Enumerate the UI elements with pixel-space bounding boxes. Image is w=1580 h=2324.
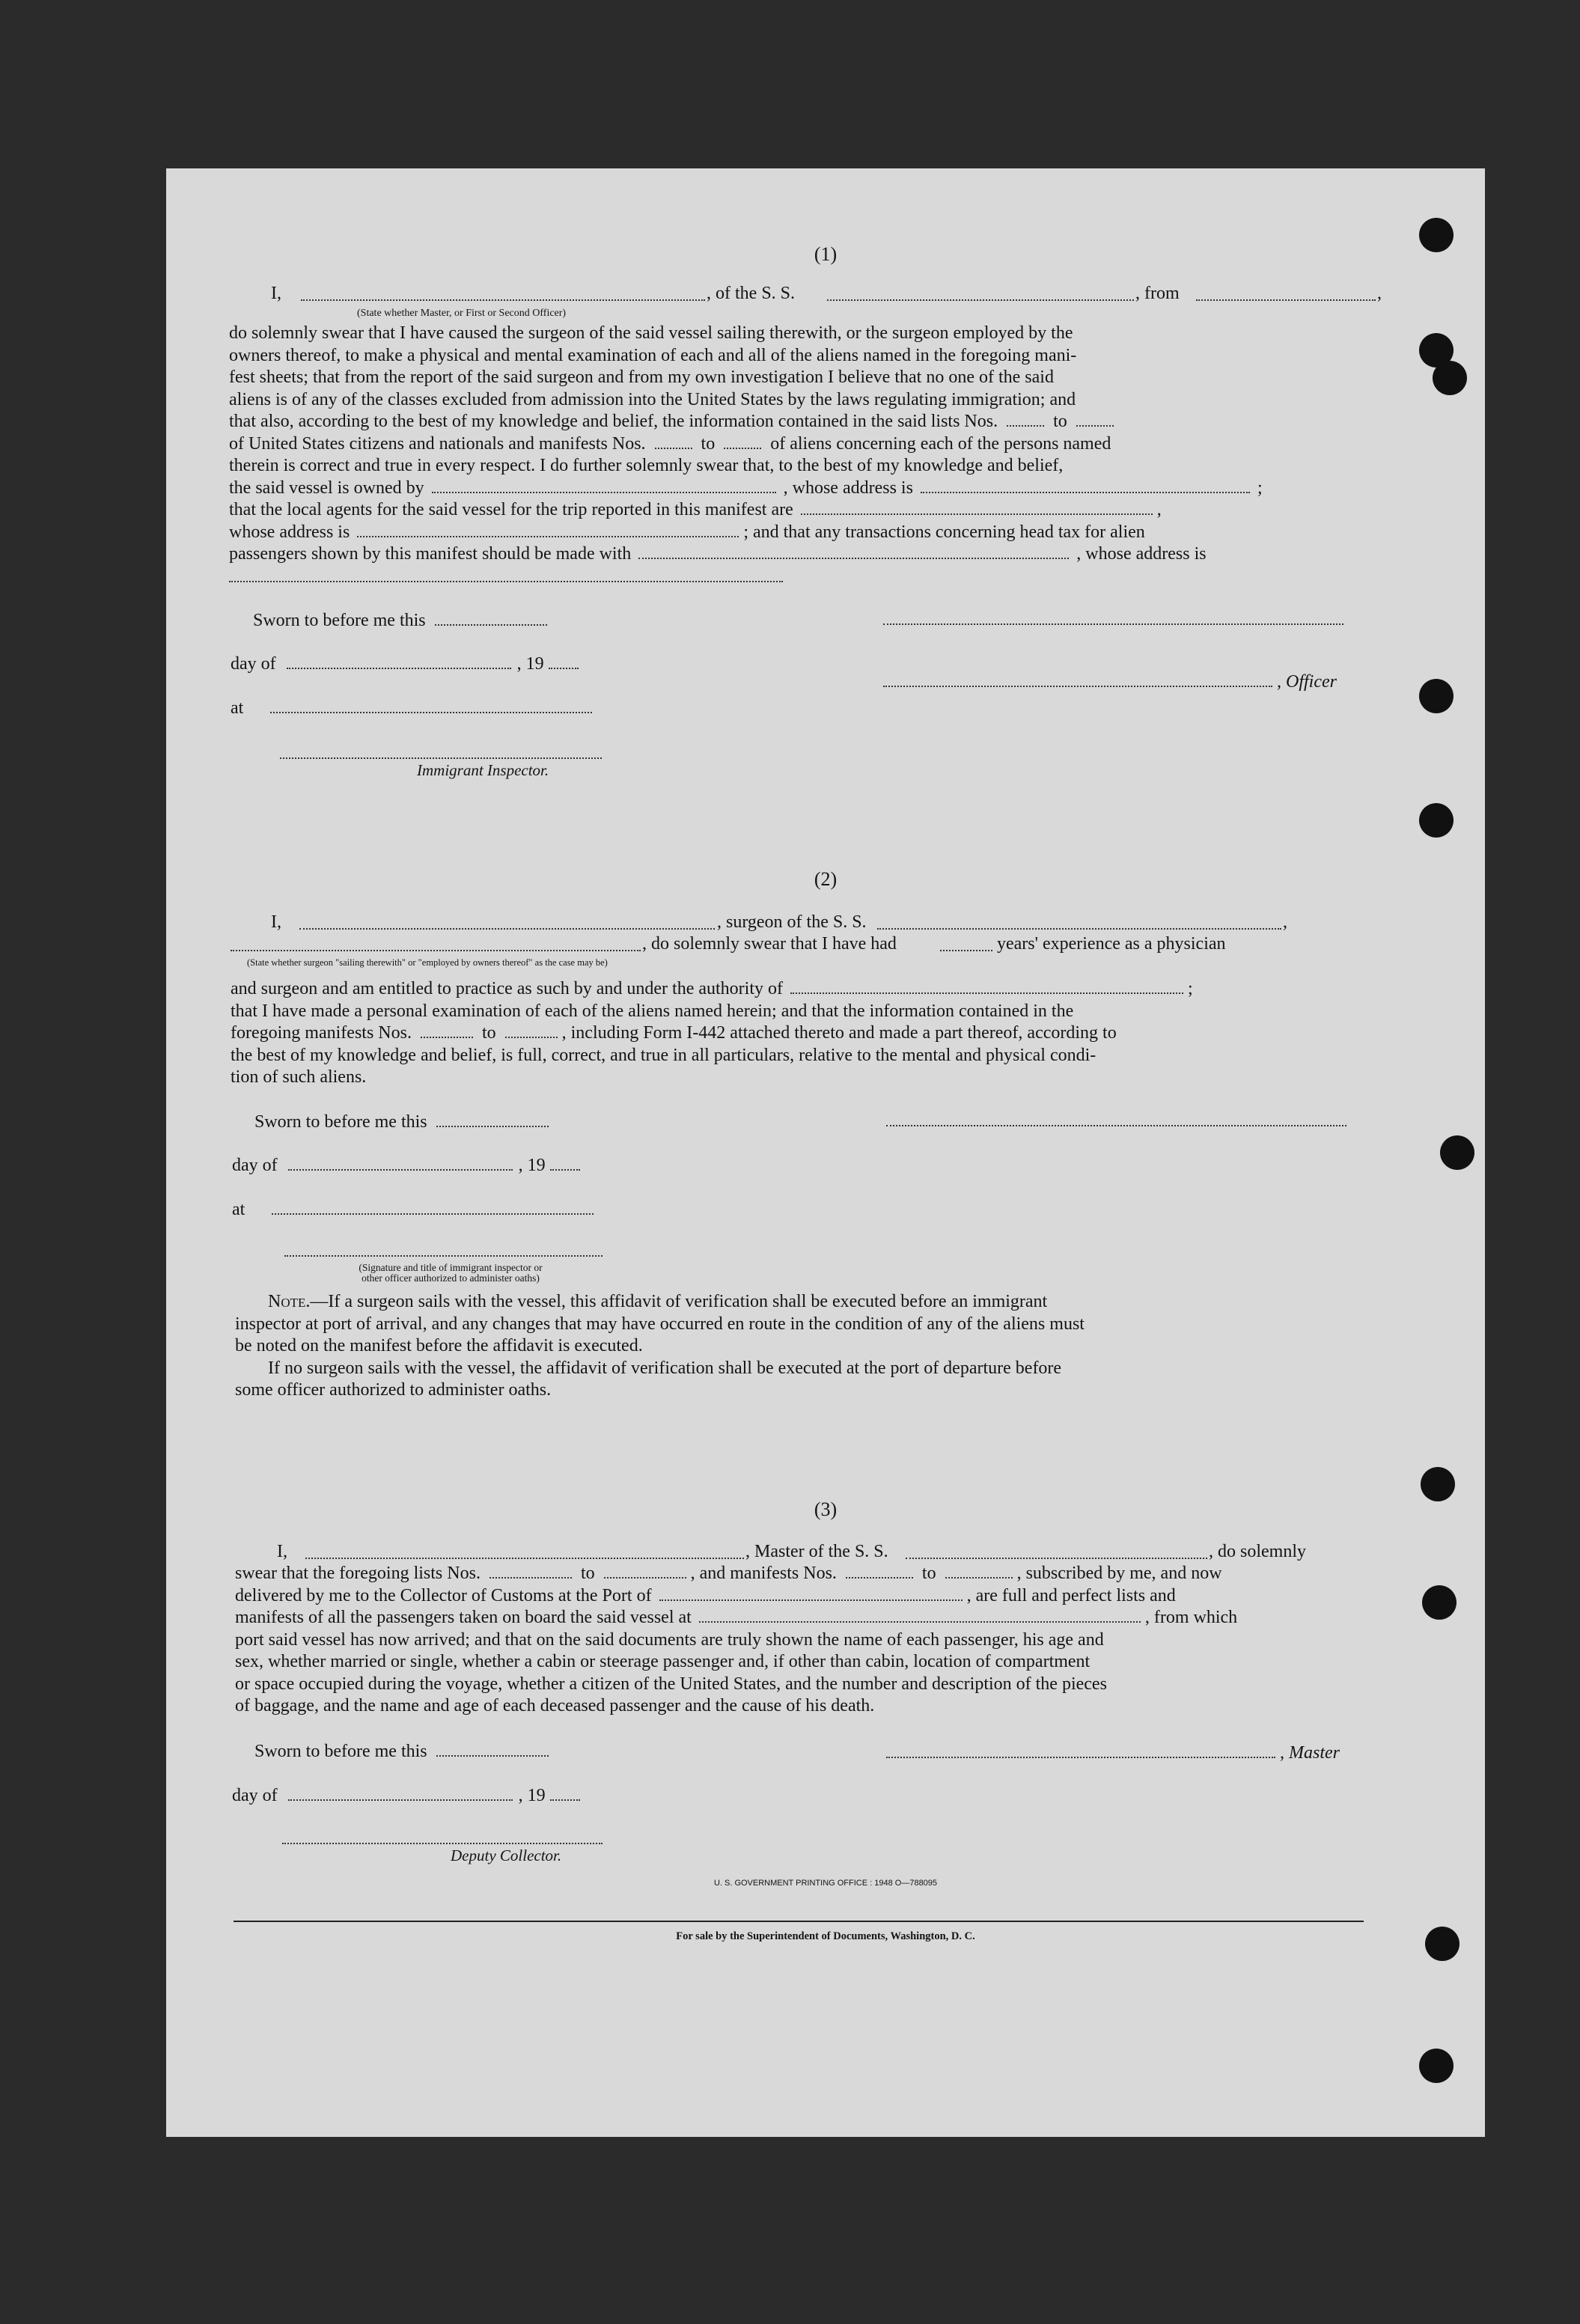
day-of-3: day of , 19 — [232, 1785, 580, 1808]
section-3-number: (3) — [814, 1498, 838, 1520]
inspector-caption: Immigrant Inspector. — [417, 761, 549, 779]
section-1-number: (1) — [814, 243, 838, 265]
binder-hole — [1433, 361, 1467, 395]
officer-signature: , Officer — [883, 671, 1347, 694]
sworn-before-2: Sworn to before me this — [254, 1111, 549, 1134]
binder-hole — [1440, 1135, 1474, 1170]
footer-rule — [234, 1921, 1364, 1922]
at-1: at — [231, 698, 592, 720]
section-2-number: (2) — [814, 868, 838, 890]
at-2: at — [232, 1199, 594, 1222]
section-3-paragraph: swear that the foregoing lists Nos. to , and manifests Nos. to , subscribed by me, and now delivered by me to the Collector of Customs at the Port of , are full and perfect lists and manifests of all the passengers taken on board the said vessel at , from which port said vessel has now arrived; and that on the said documents are truly shown the name of each passenger, his age and sex, whether married or single, whether a cabin or steerage passenger and, if other than cabin, location of compartment or space occupied during the voyage, whether a citizen of the United States, and the number and description of the pieces of baggage, and the name and age of each deceased passenger and the cause of his death. — [235, 1564, 1238, 1715]
note-paragraph: Note.—If a surgeon sails with the vessel, this affidavit of verification shall be executed before an immigrant inspector at port of arrival, and any changes that may have occurred en route in the condition of any of the aliens must be noted on the manifest before the affidavit is executed. If no surgeon sails with the vessel, the affidavit of verification shall be executed at the port of departure before some officer authorized to administer oaths. — [235, 1292, 1085, 1400]
deputy-line — [282, 1843, 603, 1844]
signature-line-2 — [886, 1125, 1346, 1126]
inspector-line — [280, 757, 602, 759]
continuation-line — [229, 581, 783, 582]
binder-hole — [1419, 679, 1454, 713]
signature-line-1 — [883, 623, 1343, 625]
binder-hole — [1425, 1927, 1459, 1961]
binder-hole — [1421, 1467, 1455, 1501]
section-1-paragraph: do solemnly swear that I have caused the surgeon of the said vessel sailing therewith, or the surgeon employed by the owners thereof, to make a physical and mental examination of each and all of the aliens named in the foregoing mani- fest sheets; that from the report of the said surgeon and from my own investigation I believe that no one of the said aliens is of any of the classes excluded from admission into the United States by the laws regulating immigration; and that also, according to the best of my knowledge and belief, the information contained in the said lists Nos. to of United States citizens and nationals and manifests Nos. to of aliens concerning each of the persons named therein is correct and true in every respect. I do further solemnly swear that, to the best of my knowledge and belief, the said vessel is owned by , whose address is ; that the local agents for the said vessel for the trip reported in this manifest are , whose address is ; and that any transactions concerning head tax for alien passengers shown by this manifest should be made with , whose address is — [229, 323, 1263, 564]
sworn-before-3: Sworn to before me this — [254, 1741, 549, 1763]
binder-hole — [1419, 218, 1454, 252]
deputy-caption: Deputy Collector. — [451, 1846, 562, 1864]
note-label: Note. — [268, 1292, 311, 1311]
day-of-2: day of , 19 — [232, 1155, 580, 1177]
day-of-1: day of , 19 — [231, 653, 579, 676]
gpo-imprint: U. S. GOVERNMENT PRINTING OFFICE : 1948 O—788095 — [713, 1879, 938, 1888]
binder-hole — [1419, 803, 1454, 838]
inspector-signature-line-2 — [284, 1255, 603, 1257]
sale-notice: For sale by the Superintendent of Documents, Washington, D. C. — [676, 1930, 975, 1942]
binder-hole — [1419, 2049, 1454, 2083]
binder-hole — [1422, 1585, 1457, 1620]
section-2-paragraph: and surgeon and am entitled to practice as such by and under the authority of ; that I have made a personal examination of each of the aliens named herein; and that the information contained in the foregoing manifests Nos. to , including Form I-442 attached thereto and made a part thereof, according to the best of my knowledge and belief, is full, correct, and true in all particulars, relative to the mental and physical condi- tion of such aliens. — [231, 979, 1193, 1087]
master-signature: , Master — [886, 1742, 1365, 1765]
form-page: (1) I, , of the S. S. , from , (State whether Master, or First or Second Officer) do solemnly swear that I have caused the surgeon of the said vessel sailing therewith, or the surgeon employed by the owners thereof, to make a physical and mental examination of each and all of the aliens named in the foregoing mani- fest sheets; that from the report of the said surgeon and from my own investigation I believe that no one of the said aliens is of any of the classes excluded from admission into the United States by the laws regulating immigration; and that also, according to the best of my knowledge and belief, the information contained in the said lists Nos. to of United States citizens and nationals and manifests Nos. to of aliens concerning each of the persons named therein is correct and true in every respect. I do further solemnly swear that, to the best of my knowledge and belief, the said vessel is owned by , whose address is ; that the local agents for the said vessel for the trip reported in this manifest are , whose address is ; and that any transactions concerning head tax for alien passengers shown by this manifest should be made with , whose address is Sworn to before me this day of , 19 , Officer at Immigrant Inspector. (2) I, , surgeon of the S. S. , , do solemnly swear that I have had years' experience as a physician (State whether surgeon "sailing therewith" or "employed by owners thereof" as the case may be) and surgeon and am entitled to practice as such by and under the authority of ; that I have made a personal examination of each of the aliens named herein; and that the information contained in the foregoing manifests Nos. to , including Form I-442 attached thereto and made a part thereof, according to the best of my knowledge and belief, is full, correct, and true in all particulars, relative to the mental and physical condi- tion of such aliens. Sworn to before me this day of , 19 at (Signature and title of immigrant inspector or other officer authorized to administer oaths) Note.—If a surgeon sails with the vessel, this affidavit of verification shall be executed before an immigrant inspector at port of arrival, and any changes that may have occurred en route in the condition of any of the aliens must be noted on the manifest before the affidavit is executed. If no surgeon sails with the vessel, the affidavit of verification shall be executed at the port of departure before some officer authorized to administer oaths. (3) I, , Master of the S. S. , do solemnly swear that the foregoing lists Nos. to , and manifests Nos. to , subscribed by me, and now delivered by me to the Collector of Customs at the Port of , are full and perfect lists and manifests of all the passengers taken on board the said vessel at , from which port said vessel has now arrived; and that on the said documents are truly shown the name of each passenger, his age and sex, whether married or single, whether a cabin or steerage passenger and, if other than cabin, location of compartment or space occupied during the voyage, whether a citizen of the United States, and the number and description of the pieces of baggage, and the name and age of each deceased passenger and the cause of his death. Sworn to before me this , Master day of , 19 Deputy Collector. U. S. GOVERNMENT PRINTING OFFICE : 1948 O—788095 For sale by the Superintendent of Documents, Washington, D. C. — [166, 168, 1485, 2137]
officer-caption: (State whether Master, or First or Second Officer) — [357, 308, 567, 319]
sworn-before-1: Sworn to before me this — [253, 610, 547, 632]
signature-caption: (Signature and title of immigrant inspector or other officer authorized to administer oaths) — [359, 1262, 543, 1284]
surgeon-caption: (State whether surgeon "sailing therewith" or "employed by owners thereof" as the case may be) — [247, 957, 608, 968]
